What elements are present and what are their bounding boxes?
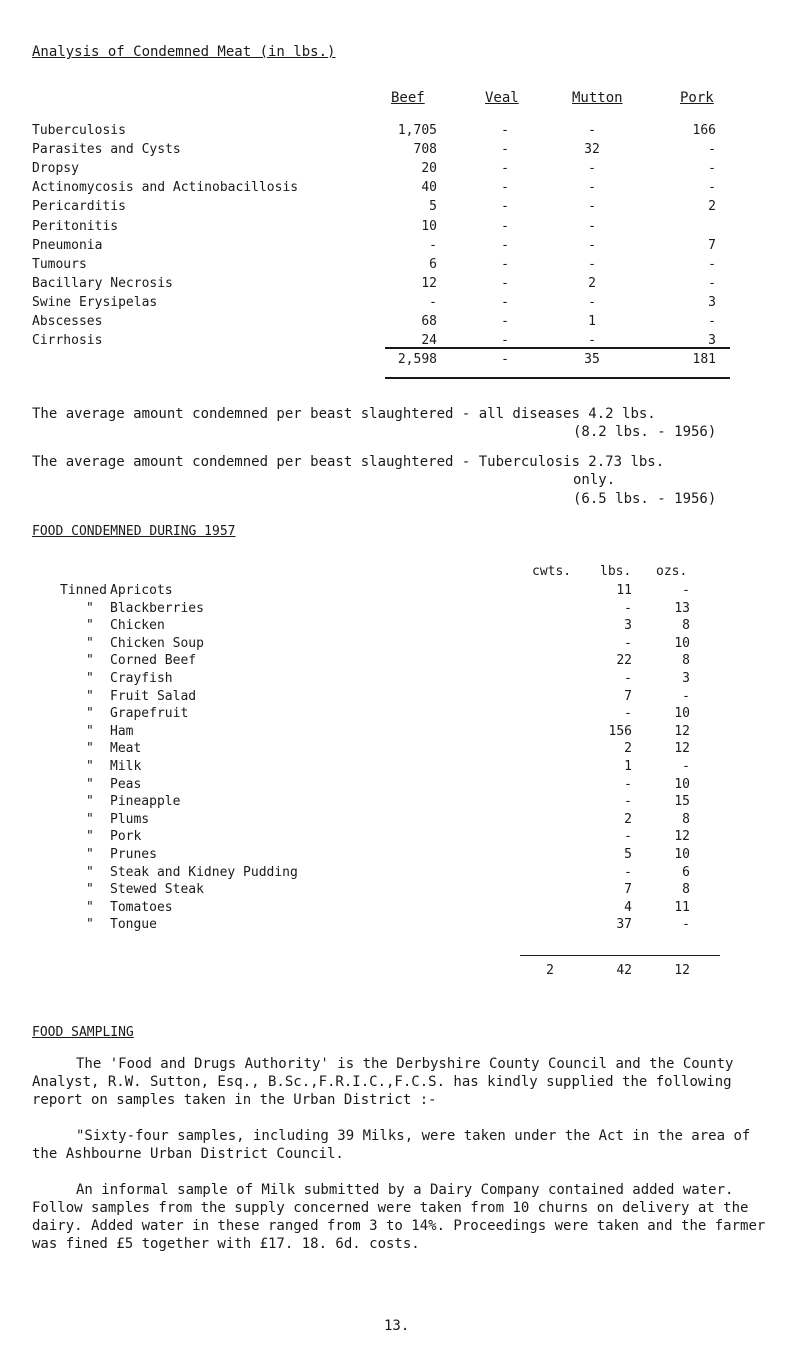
lbs-value: 7 [624, 688, 632, 704]
header-mutton: Mutton [572, 90, 623, 106]
ozs-value: 12 [674, 741, 690, 757]
food-row [0, 812, 800, 829]
total-lbs: 42 [616, 963, 632, 978]
food-row [0, 636, 800, 653]
veal-value: - [501, 237, 509, 253]
ozs-value: 8 [682, 882, 690, 898]
food-row [0, 847, 800, 864]
condition-name: Pericarditis [32, 199, 126, 215]
food-name: Apricots [110, 583, 173, 598]
food-name: Blackberries [110, 600, 204, 616]
ozs-value: 8 [682, 811, 690, 827]
average-line-5: (6.5 lbs. - 1956) [573, 491, 717, 507]
meat-row [0, 314, 800, 333]
beef-value: 708 [413, 142, 437, 158]
veal-value: - [501, 180, 509, 196]
food-condemned-heading: FOOD CONDEMNED DURING 1957 [32, 524, 236, 539]
mutton-value: - [588, 294, 596, 310]
ditto-mark: " [86, 600, 94, 616]
meat-row [0, 180, 800, 199]
condition-name: Dropsy [32, 161, 79, 177]
mutton-value: - [588, 123, 596, 138]
ditto-mark: " [86, 741, 94, 757]
food-name: Stewed Steak [110, 882, 204, 898]
food-sampling-heading: FOOD SAMPLING [32, 1025, 134, 1040]
mutton-value: - [588, 199, 596, 215]
total-veal: - [501, 352, 509, 367]
ditto-mark: " [86, 864, 94, 880]
beef-value: 5 [429, 199, 437, 215]
food-name: Pork [110, 829, 142, 845]
condition-name: Actinomycosis and Actinobacillosis [32, 180, 299, 196]
ozs-value: 10 [674, 776, 690, 792]
total-ozs: 12 [674, 963, 690, 978]
food-name: Tongue [110, 917, 157, 933]
food-row [0, 900, 800, 917]
ditto-mark: " [86, 671, 94, 686]
pork-value: - [708, 314, 716, 329]
ditto-mark: " [86, 899, 94, 915]
lbs-value: - [624, 635, 632, 651]
mutton-value: 2 [588, 275, 596, 291]
pork-value: 3 [708, 294, 716, 310]
veal-value: - [501, 256, 509, 272]
ozs-value: 8 [682, 618, 690, 634]
mutton-value: - [588, 180, 596, 196]
food-name: Prunes [110, 847, 157, 862]
meat-row [0, 219, 800, 238]
food-name: Plums [110, 811, 150, 827]
lbs-value: 156 [608, 723, 632, 739]
ditto-mark: " [86, 653, 94, 669]
food-row [0, 671, 800, 688]
ditto-mark: " [86, 759, 94, 774]
food-row [0, 689, 800, 706]
food-name: Steak and Kidney Pudding [110, 864, 298, 880]
condition-name: Bacillary Necrosis [32, 275, 173, 291]
ditto-mark: " [86, 882, 94, 898]
header-lbs: lbs. [600, 564, 632, 579]
veal-value: - [501, 275, 509, 291]
total-pork: 181 [692, 352, 716, 367]
food-name: Crayfish [110, 671, 173, 686]
beef-value: 6 [429, 256, 437, 272]
beef-value: 1,705 [397, 123, 437, 138]
lbs-value: 1 [624, 759, 632, 774]
food-row [0, 882, 800, 899]
lbs-value: 7 [624, 882, 632, 898]
condition-name: Tumours [32, 256, 87, 272]
pork-value: - [708, 256, 716, 272]
condition-name: Cirrhosis [32, 333, 103, 349]
food-row [0, 759, 800, 776]
veal-value: - [501, 218, 509, 234]
ditto-mark: " [86, 706, 94, 722]
pork-value: - [708, 142, 716, 158]
ditto-mark: " [86, 723, 94, 739]
sampling-paragraph-3: An informal sample of Milk submitted by a Dairy Company contained added water. Follow samples from the supply concerned were taken from 10 churns on delivery at the dairy. Added water in these ranged from 3 to 14%. Proceedings were taken and the farmer was fined £5 together with £17. 18. 6d. costs. [32, 1182, 766, 1252]
total-cwts: 2 [546, 963, 554, 978]
totals-rule-top [385, 347, 730, 349]
meat-row [0, 142, 800, 161]
meat-row [0, 257, 800, 276]
ozs-value: 13 [674, 600, 690, 616]
mutton-value: - [588, 333, 596, 349]
mutton-value: - [588, 256, 596, 272]
average-line-2: (8.2 lbs. - 1956) [573, 424, 717, 440]
condition-name: Abscesses [32, 314, 103, 329]
food-row [0, 618, 800, 635]
food-row [0, 794, 800, 811]
ozs-value: 15 [674, 794, 690, 810]
header-cwts: cwts. [532, 564, 572, 579]
lbs-value: 2 [624, 741, 632, 757]
ozs-value: - [682, 917, 690, 933]
ditto-mark: " [86, 776, 94, 792]
sampling-paragraph-1: The 'Food and Drugs Authority' is the Derbyshire County Council and the County Analyst, R.W. Sutton, Esq., B.Sc.,F.R.I.C.,F.C.S. has kindly supplied the following report on samples taken in the Urban District :- [32, 1056, 734, 1108]
veal-value: - [501, 314, 509, 329]
beef-value: 12 [421, 275, 437, 291]
ozs-value: - [682, 759, 690, 774]
food-name: Ham [110, 723, 134, 739]
lbs-value: 4 [624, 899, 632, 915]
ditto-mark: " [86, 688, 94, 704]
food-row [0, 777, 800, 794]
meat-row [0, 276, 800, 295]
ozs-value: 11 [674, 899, 690, 915]
beef-value: - [429, 237, 437, 253]
average-line-1: The average amount condemned per beast slaughtered - all diseases 4.2 lbs. [32, 406, 656, 422]
food-name: Pineapple [110, 794, 181, 810]
veal-value: - [501, 333, 509, 349]
veal-value: - [501, 142, 509, 158]
header-veal: Veal [485, 90, 519, 106]
meat-totals-row [0, 352, 800, 371]
veal-value: - [501, 199, 509, 215]
beef-value: - [429, 294, 437, 310]
condition-name: Peritonitis [32, 218, 119, 234]
lbs-value: - [624, 776, 632, 792]
food-name: Chicken [110, 618, 165, 634]
ozs-value: - [682, 688, 690, 704]
food-row [0, 706, 800, 723]
lbs-value: 11 [616, 583, 632, 598]
condition-name: Swine Erysipelas [32, 294, 158, 310]
average-line-3: The average amount condemned per beast slaughtered - Tuberculosis 2.73 lbs. [32, 454, 665, 470]
beef-value: 10 [421, 218, 437, 234]
pork-value: 3 [708, 333, 716, 349]
average-line-4: only. [573, 472, 616, 488]
ozs-value: 8 [682, 653, 690, 669]
lbs-value: - [624, 600, 632, 616]
meat-row [0, 333, 800, 352]
beef-value: 40 [421, 180, 437, 196]
ozs-value: 12 [674, 723, 690, 739]
sampling-paragraph-2: "Sixty-four samples, including 39 Milks, were taken under the Act in the area of the Ashbourne Urban District Council. [32, 1128, 751, 1162]
header-beef: Beef [391, 90, 425, 106]
food-row [0, 829, 800, 846]
tinned-prefix: Tinned [60, 583, 107, 598]
lbs-value: - [624, 706, 632, 722]
lbs-value: 3 [624, 618, 632, 634]
beef-value: 20 [421, 161, 437, 177]
food-name: Meat [110, 741, 142, 757]
lbs-value: 2 [624, 811, 632, 827]
total-beef: 2,598 [397, 352, 437, 367]
food-name: Fruit Salad [110, 688, 197, 704]
mutton-value: - [588, 237, 596, 253]
mutton-value: - [588, 161, 596, 177]
food-row [0, 601, 800, 618]
pork-value: - [708, 275, 716, 291]
veal-value: - [501, 161, 509, 177]
ozs-value: 10 [674, 706, 690, 722]
pork-value: 7 [708, 237, 716, 253]
page-title: Analysis of Condemned Meat (in lbs.) [32, 44, 336, 60]
ditto-mark: " [86, 794, 94, 810]
header-pork: Pork [680, 90, 714, 106]
food-name: Corned Beef [110, 653, 197, 669]
veal-value: - [501, 294, 509, 310]
ozs-value: 10 [674, 635, 690, 651]
condition-name: Tuberculosis [32, 123, 126, 138]
meat-row [0, 295, 800, 314]
lbs-value: - [624, 829, 632, 845]
food-row [0, 917, 800, 934]
mutton-value: - [588, 218, 596, 234]
meat-row [0, 161, 800, 180]
mutton-value: 1 [588, 314, 596, 329]
ozs-value: 12 [674, 829, 690, 845]
ditto-mark: " [86, 829, 94, 845]
food-totals-rule [520, 955, 720, 956]
food-name: Grapefruit [110, 706, 189, 722]
ozs-value: 6 [682, 864, 690, 880]
ditto-mark: " [86, 917, 94, 933]
meat-row [0, 238, 800, 257]
condition-name: Pneumonia [32, 237, 103, 253]
total-mutton: 35 [584, 352, 600, 367]
page-number: 13. [384, 1318, 410, 1334]
food-name: Peas [110, 776, 142, 792]
veal-value: - [501, 123, 509, 138]
food-row [0, 583, 800, 600]
totals-rule-bottom [385, 377, 730, 379]
condition-name: Parasites and Cysts [32, 142, 181, 158]
meat-row [0, 199, 800, 218]
food-name: Milk [110, 759, 142, 774]
food-row [0, 865, 800, 882]
pork-value: - [708, 180, 716, 196]
pork-value: 166 [692, 123, 716, 138]
lbs-value: 5 [624, 847, 632, 862]
ozs-value: 3 [682, 671, 690, 686]
lbs-value: 22 [616, 653, 632, 669]
ditto-mark: " [86, 811, 94, 827]
food-row [0, 724, 800, 741]
lbs-value: - [624, 864, 632, 880]
lbs-value: - [624, 794, 632, 810]
ozs-value: 10 [674, 847, 690, 862]
meat-row [0, 123, 800, 142]
header-ozs: ozs. [656, 564, 688, 579]
lbs-value: 37 [616, 917, 632, 933]
food-name: Tomatoes [110, 899, 173, 915]
food-name: Chicken Soup [110, 635, 204, 651]
food-totals-row [0, 963, 800, 980]
ditto-mark: " [86, 618, 94, 634]
ozs-value: - [682, 583, 690, 598]
beef-value: 68 [421, 314, 437, 329]
pork-value: - [708, 161, 716, 177]
pork-value: 2 [708, 199, 716, 215]
ditto-mark: " [86, 847, 94, 862]
food-row [0, 741, 800, 758]
ditto-mark: " [86, 635, 94, 651]
mutton-value: 32 [584, 142, 600, 158]
beef-value: 24 [421, 333, 437, 349]
food-row [0, 653, 800, 670]
lbs-value: - [624, 671, 632, 686]
